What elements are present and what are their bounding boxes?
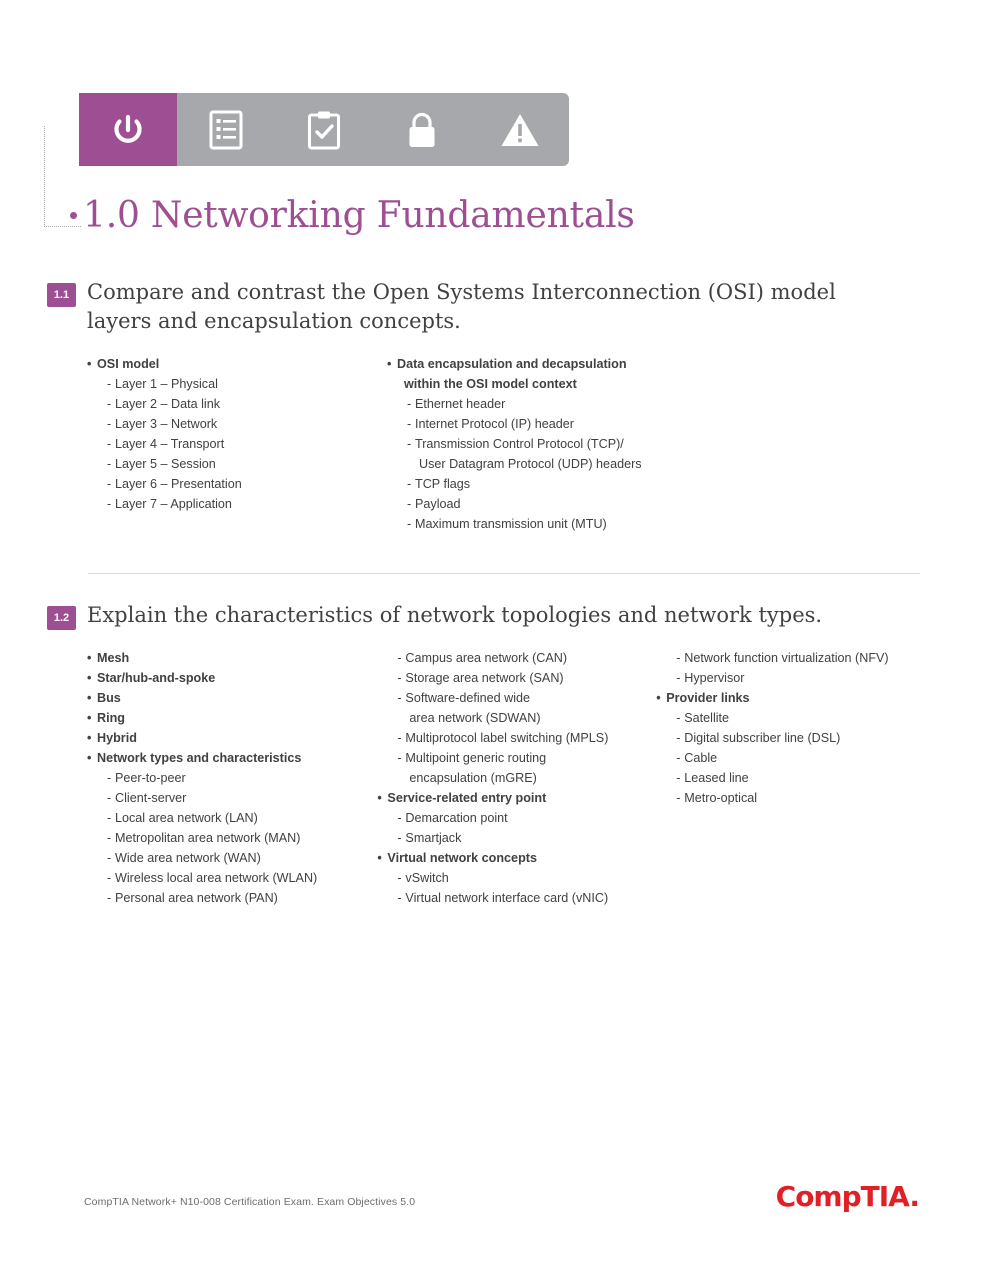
- objective-header: [47, 601, 937, 630]
- list-item: - vSwitch: [377, 868, 640, 888]
- list-item: - Campus area network (CAN): [377, 648, 640, 668]
- list-item: • Mesh: [87, 648, 361, 668]
- footer-text: CompTIA Network+ N10-008 Certification Exam. Exam Objectives 5.0: [84, 1196, 416, 1208]
- clipboard-check-icon-cell[interactable]: [275, 93, 373, 166]
- objective-column: [87, 648, 377, 908]
- list-item-continuation: User Datagram Protocol (UDP) headers: [419, 456, 642, 471]
- objective-1-1: [47, 278, 937, 534]
- power-icon: [109, 111, 147, 149]
- section-divider: [88, 573, 920, 574]
- list-item: - Smartjack: [377, 828, 640, 848]
- list-item: - Storage area network (SAN): [377, 668, 640, 688]
- comptia-logo: CompTIA.: [775, 1180, 919, 1213]
- list-item: - Layer 3 – Network: [87, 414, 371, 434]
- list-item: - Multipoint generic routing: [377, 748, 640, 768]
- bullet-list: [87, 354, 371, 514]
- list-item: - Internet Protocol (IP) header: [387, 414, 791, 434]
- objective-1-2: [47, 601, 937, 908]
- bullet-list: [656, 648, 921, 808]
- list-item: - Virtual network interface card (vNIC): [377, 888, 640, 908]
- list-item: - Layer 2 – Data link: [87, 394, 371, 414]
- power-icon-cell[interactable]: [79, 93, 177, 166]
- warning-triangle-icon: [500, 112, 540, 148]
- list-document-icon: [209, 110, 243, 150]
- list-item: - Satellite: [656, 708, 921, 728]
- list-item: • Network types and characteristics: [87, 748, 361, 768]
- list-item: - TCP flags: [387, 474, 791, 494]
- page-title-row: [70, 196, 635, 236]
- bullet-list: [87, 648, 361, 908]
- objective-column: [656, 648, 937, 908]
- objective-column: [377, 648, 656, 908]
- list-item: - Leased line: [656, 768, 921, 788]
- list-item: - Cable: [656, 748, 921, 768]
- list-item: - Software-defined wide: [377, 688, 640, 708]
- list-item: • Virtual network concepts: [377, 848, 640, 868]
- list-item: - Metro-optical: [656, 788, 921, 808]
- list-item: - Client-server: [87, 788, 361, 808]
- objective-title: Explain the characteristics of network topologies and network types.: [87, 603, 823, 627]
- list-item: - Layer 1 – Physical: [87, 374, 371, 394]
- objective-columns: [47, 648, 937, 908]
- list-item: - Personal area network (PAN): [87, 888, 361, 908]
- list-item: - Wireless local area network (WLAN): [87, 868, 361, 888]
- list-item: - Ethernet header: [387, 394, 791, 414]
- bullet-list: [377, 648, 640, 908]
- bullet-list: [387, 354, 791, 534]
- list-item: - Layer 6 – Presentation: [87, 474, 371, 494]
- list-item: - Payload: [387, 494, 791, 514]
- section-icon-bar: [79, 93, 569, 166]
- list-item-continuation: within the OSI model context: [404, 376, 577, 391]
- list-item: - Peer-to-peer: [87, 768, 361, 788]
- list-item: - Network function virtualization (NFV): [656, 648, 921, 668]
- warning-triangle-icon-cell[interactable]: [471, 93, 569, 166]
- list-item: - Wide area network (WAN): [87, 848, 361, 868]
- list-item: - Digital subscriber line (DSL): [656, 728, 921, 748]
- objective-header: [47, 278, 937, 336]
- list-item: • Ring: [87, 708, 361, 728]
- page-title: 1.0 Networking Fundamentals: [83, 195, 635, 236]
- clipboard-check-icon: [307, 110, 341, 150]
- objective-title: Compare and contrast the Open Systems Interconnection (OSI) model layers and encapsulation concepts.: [87, 280, 836, 333]
- objective-number-badge: 1.1: [47, 283, 76, 307]
- list-item: - Metropolitan area network (MAN): [87, 828, 361, 848]
- list-item-continuation: encapsulation (mGRE): [409, 771, 537, 785]
- list-item: - Transmission Control Protocol (TCP)/: [387, 434, 791, 454]
- lock-icon: [405, 110, 439, 150]
- objective-column: [87, 354, 387, 534]
- objective-column: [387, 354, 807, 534]
- list-item: - Local area network (LAN): [87, 808, 361, 828]
- list-document-icon-cell[interactable]: [177, 93, 275, 166]
- list-item: - Layer 7 – Application: [87, 494, 371, 514]
- list-item: • Bus: [87, 688, 361, 708]
- list-item: - Layer 4 – Transport: [87, 434, 371, 454]
- lock-icon-cell[interactable]: [373, 93, 471, 166]
- title-bullet-dot: [70, 212, 77, 219]
- list-item: - Maximum transmission unit (MTU): [387, 514, 791, 534]
- list-item: - Hypervisor: [656, 668, 921, 688]
- list-item: • Data encapsulation and decapsulation: [387, 354, 791, 374]
- list-item: • Service-related entry point: [377, 788, 640, 808]
- list-item: • Provider links: [656, 688, 921, 708]
- list-item: • OSI model: [87, 354, 371, 374]
- list-item: - Multiprotocol label switching (MPLS): [377, 728, 640, 748]
- list-item: - Demarcation point: [377, 808, 640, 828]
- objective-number-badge: 1.2: [47, 606, 76, 630]
- list-item: • Star/hub-and-spoke: [87, 668, 361, 688]
- objective-columns: [47, 354, 937, 534]
- list-item-continuation: area network (SDWAN): [409, 711, 541, 725]
- list-item: • Hybrid: [87, 728, 361, 748]
- list-item: - Layer 5 – Session: [87, 454, 371, 474]
